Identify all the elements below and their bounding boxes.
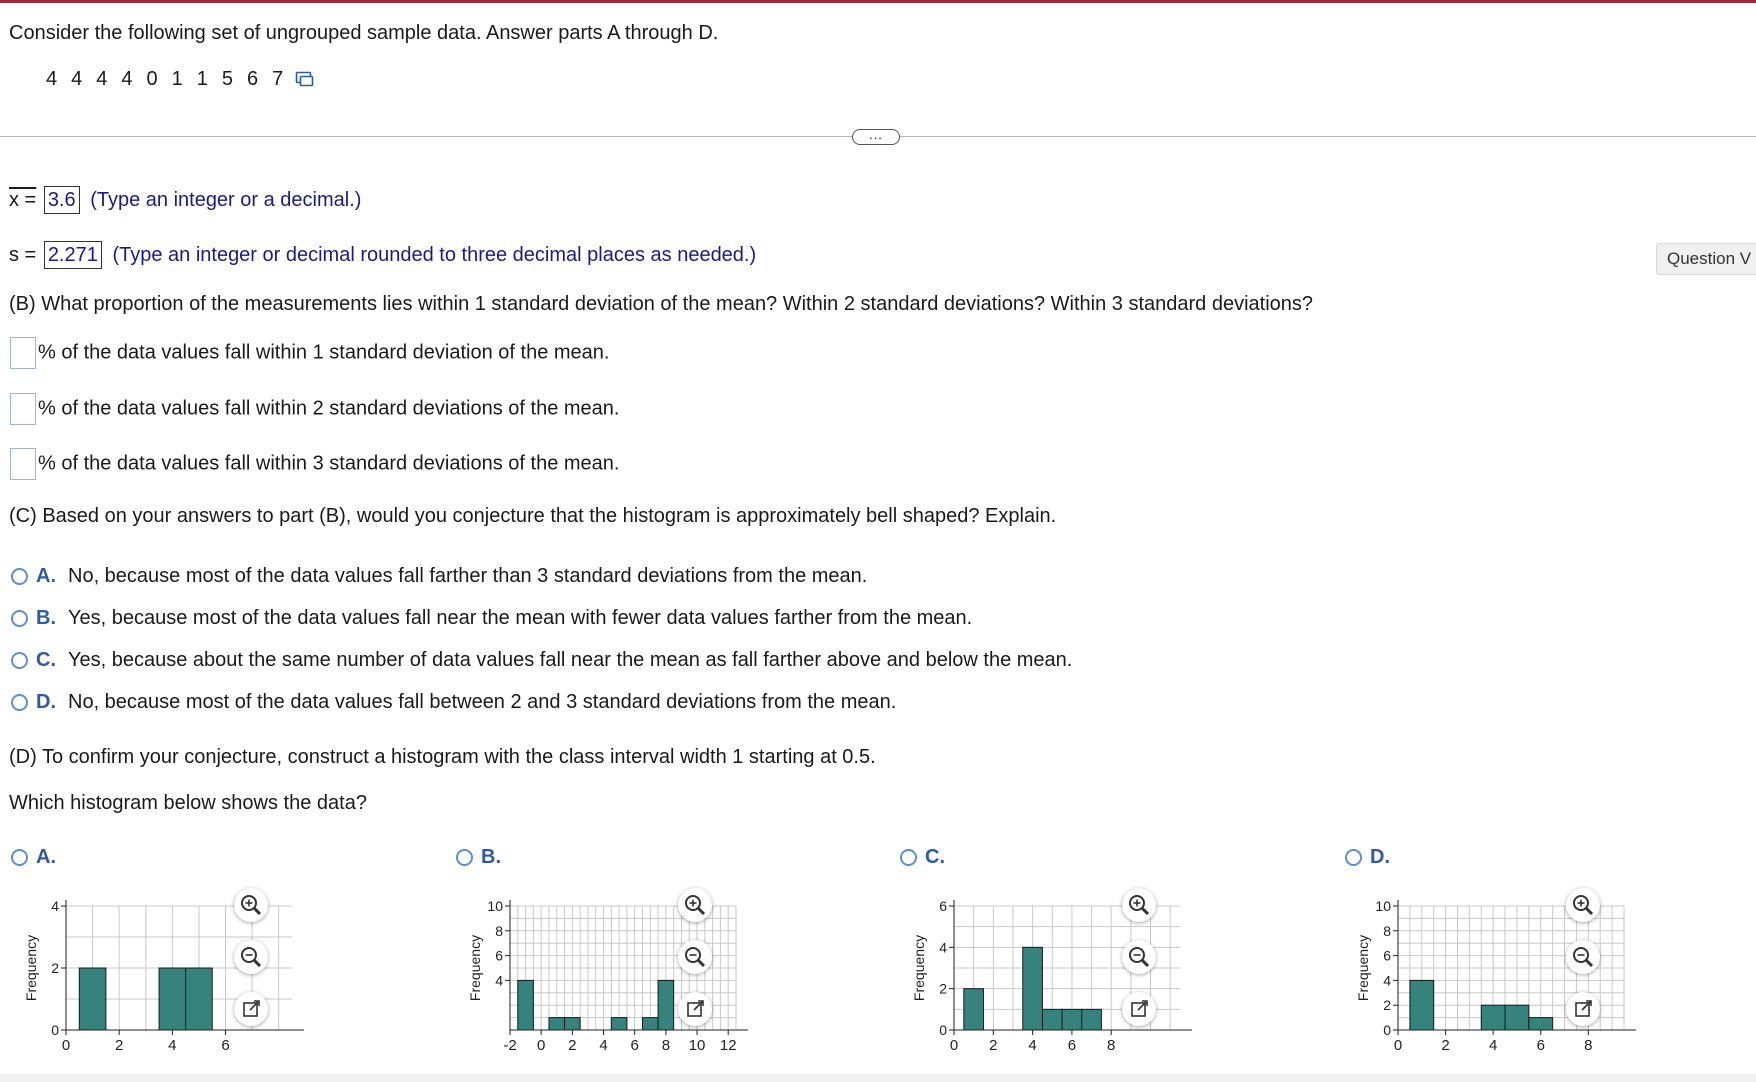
x-tick-label: 4 — [1028, 1037, 1037, 1054]
x-tick-label: 6 — [1067, 1037, 1077, 1054]
option-letter: A. — [36, 846, 56, 868]
option-letter: D. — [1370, 846, 1390, 868]
radio-button[interactable] — [11, 652, 28, 669]
x-tick-label: 10 — [688, 1037, 706, 1054]
y-tick-label: 8 — [495, 922, 503, 939]
x-tick-label: 2 — [1441, 1037, 1450, 1054]
radio-button[interactable] — [11, 849, 28, 866]
y-tick-label: 10 — [487, 898, 503, 914]
x-tick-label: 2 — [989, 1037, 998, 1054]
x-tick-label: 0 — [949, 1037, 959, 1054]
x-tick-label: 8 — [1584, 1037, 1593, 1054]
histogram-b[interactable] — [458, 888, 748, 1073]
histogram-bar — [658, 980, 674, 1030]
popout-button[interactable] — [1566, 992, 1600, 1026]
y-tick-label: 4 — [939, 939, 947, 956]
partC-option-a[interactable] — [11, 565, 867, 588]
histogram-bar — [79, 968, 106, 1030]
option-letter: A. — [36, 565, 56, 587]
partD-prompt: (D) To confirm your conjecture, construct a histogram with the class interval width 1 starting at 0.5. — [9, 746, 876, 768]
top-accent-bar — [0, 0, 1756, 3]
data-value: 6 — [247, 68, 259, 90]
partC-option-c[interactable] — [11, 649, 1072, 672]
histogram-bar — [964, 989, 984, 1030]
radio-button[interactable] — [11, 610, 28, 627]
histogram-bar — [1529, 1018, 1553, 1030]
histogram-bar — [1082, 1009, 1102, 1030]
x-tick-label: 6 — [630, 1037, 639, 1054]
option-letter: B. — [481, 846, 501, 868]
histogram-bar — [159, 968, 186, 1030]
histogram-bar — [1410, 980, 1434, 1030]
y-tick-label: 2 — [1383, 997, 1391, 1014]
popout-button[interactable] — [234, 992, 268, 1026]
data-value: 7 — [272, 68, 284, 90]
histogram-bar — [611, 1018, 627, 1030]
option-letter: C. — [36, 649, 56, 671]
expand-more-button[interactable]: ... — [852, 129, 900, 145]
histogram-bar — [1481, 1005, 1505, 1030]
partB-row-1 — [10, 337, 609, 369]
zoom-in-button[interactable] — [1122, 888, 1156, 922]
data-value: 4 — [46, 68, 58, 90]
x-tick-label: 0 — [537, 1037, 546, 1054]
x-tick-label: 6 — [221, 1037, 230, 1054]
x-tick-label: 0 — [1393, 1037, 1403, 1054]
radio-button[interactable] — [456, 849, 473, 866]
option-text: Yes, because most of the data values fall near the mean with fewer data values farther from the mean. — [68, 607, 973, 629]
sd-row — [9, 241, 756, 269]
partC-option-d[interactable] — [11, 691, 896, 714]
y-tick-label: 6 — [939, 898, 947, 914]
handle — [698, 960, 704, 966]
zoom-out-icon — [678, 940, 712, 974]
question-viewer-tab[interactable]: Question V — [1656, 243, 1756, 275]
x-tick-label: 2 — [568, 1037, 577, 1054]
option-letter: B. — [36, 607, 56, 629]
zoom-in-icon — [678, 888, 712, 922]
x-tick-label: 4 — [1488, 1037, 1498, 1054]
dataset-values — [46, 68, 329, 93]
y-axis-label: Frequency — [911, 934, 927, 1002]
y-tick-label: 2 — [51, 960, 59, 976]
sd-symbol: s = — [9, 244, 37, 266]
y-tick-label: 0 — [51, 1022, 59, 1038]
zoom-out-icon — [1122, 940, 1156, 974]
x-tick-label: 4 — [599, 1037, 608, 1054]
zoom-out-button[interactable] — [234, 940, 268, 974]
zoom-in-icon — [1122, 888, 1156, 922]
partD-option-c[interactable] — [900, 846, 957, 869]
x-tick-label: 12 — [719, 1037, 737, 1054]
histogram-bar — [642, 1018, 658, 1030]
zoom-in-button[interactable] — [234, 888, 268, 922]
radio-button[interactable] — [1345, 849, 1362, 866]
popout-icon — [1566, 992, 1600, 1026]
x-tick-label: 6 — [1536, 1037, 1545, 1054]
data-value: 1 — [196, 68, 208, 90]
handle — [1142, 960, 1148, 966]
bottom-bar — [0, 1074, 1756, 1082]
histogram-bar — [1023, 947, 1043, 1030]
partC-option-b[interactable] — [11, 607, 972, 630]
handle — [254, 960, 260, 966]
partB-line-3: % of the data values fall within 3 standard deviations of the mean. — [38, 452, 620, 475]
zoom-in-icon — [234, 888, 268, 922]
y-tick-label: 4 — [51, 898, 59, 914]
radio-button[interactable] — [11, 568, 28, 585]
within-2sd-input[interactable] — [10, 393, 36, 425]
y-tick-label: 0 — [939, 1022, 947, 1038]
histogram-bar — [549, 1018, 565, 1030]
partD-option-a[interactable] — [11, 846, 68, 869]
handle — [1586, 908, 1592, 914]
histogram-d[interactable] — [1346, 888, 1636, 1073]
handle — [254, 908, 260, 914]
sd-answer-box[interactable]: 2.271 — [44, 241, 102, 269]
histogram-bar — [186, 968, 213, 1030]
zoom-in-icon — [1566, 888, 1600, 922]
partB-prompt: (B) What proportion of the measurements lies within 1 standard deviation of the mean? Within 2 standard deviations? Within 3 standard deviations? — [9, 293, 1314, 315]
popout-icon — [234, 992, 268, 1026]
histogram-bar — [518, 980, 534, 1030]
data-value: 1 — [171, 68, 183, 90]
partB-row-2 — [10, 393, 619, 425]
x-tick-label: 8 — [1107, 1037, 1116, 1054]
histogram-bar — [565, 1018, 581, 1030]
popout-icon — [1122, 992, 1156, 1026]
option-letter: C. — [925, 846, 945, 868]
x-tick-label: 8 — [661, 1037, 671, 1054]
partD-option-b[interactable] — [456, 846, 513, 869]
y-axis-label: Frequency — [467, 934, 483, 1002]
partC-prompt: (C) Based on your answers to part (B), would you conjecture that the histogram is approximately bell shaped? Explain. — [9, 505, 1057, 527]
y-axis-label: Frequency — [1355, 934, 1371, 1002]
option-text: No, because most of the data values fall farther than 3 standard deviations from the mean. — [68, 565, 868, 587]
data-value: 4 — [96, 68, 108, 90]
y-tick-label: 6 — [495, 947, 503, 964]
handle — [698, 908, 704, 914]
zoom-out-icon — [1566, 940, 1600, 974]
within-3sd-input[interactable] — [10, 448, 36, 480]
zoom-in-button[interactable] — [1566, 888, 1600, 922]
y-tick-label: 8 — [1383, 922, 1391, 939]
handle — [1142, 908, 1148, 914]
mean-answer-box[interactable]: 3.6 — [44, 186, 80, 214]
y-tick-label: 10 — [1375, 898, 1391, 914]
zoom-out-icon — [234, 940, 268, 974]
within-1sd-input[interactable] — [10, 337, 36, 369]
histogram-c[interactable] — [902, 888, 1192, 1073]
y-tick-label: 2 — [939, 980, 947, 997]
popout-button[interactable] — [678, 992, 712, 1026]
option-letter: D. — [36, 691, 56, 713]
histogram-bar — [1505, 1005, 1529, 1030]
popout-button[interactable] — [1122, 992, 1156, 1026]
mean-hint: (Type an integer or a decimal.) — [90, 189, 362, 211]
mean-symbol: x = — [9, 189, 37, 211]
data-value: 0 — [146, 68, 158, 90]
x-tick-label: 0 — [61, 1037, 71, 1054]
option-text: No, because most of the data values fall between 2 and 3 standard deviations from the mean. — [68, 691, 897, 713]
histogram-bar — [1062, 1009, 1082, 1030]
copy-icon[interactable] — [295, 70, 315, 93]
x-tick-label: -2 — [503, 1037, 517, 1054]
partB-row-3 — [10, 448, 619, 480]
y-tick-label: 4 — [495, 972, 503, 989]
zoom-in-button[interactable] — [678, 888, 712, 922]
partB-line-2: % of the data values fall within 2 standard deviations of the mean. — [38, 397, 620, 420]
histogram-bar — [1042, 1009, 1062, 1030]
sd-hint: (Type an integer or decimal rounded to three decimal places as needed.) — [112, 244, 757, 266]
data-value: 5 — [221, 68, 233, 90]
radio-button[interactable] — [11, 694, 28, 711]
x-tick-label: 4 — [168, 1037, 177, 1054]
data-value: 4 — [71, 68, 83, 90]
zoom-out-button[interactable] — [678, 940, 712, 974]
popout-icon — [678, 992, 712, 1026]
y-axis-label: Frequency — [23, 934, 39, 1002]
zoom-out-button[interactable] — [1566, 940, 1600, 974]
data-value: 4 — [121, 68, 133, 90]
partD-question: Which histogram below shows the data? — [9, 792, 367, 814]
option-text: Yes, because about the same number of data values fall near the mean as fall farther above and below the mean. — [68, 649, 1073, 671]
y-tick-label: 6 — [1383, 947, 1391, 964]
question-intro: Consider the following set of ungrouped sample data. Answer parts A through D. — [9, 22, 719, 44]
zoom-out-button[interactable] — [1122, 940, 1156, 974]
x-tick-label: 2 — [115, 1037, 124, 1054]
partD-option-d[interactable] — [1345, 846, 1402, 869]
histogram-a[interactable] — [14, 888, 304, 1073]
handle — [1586, 960, 1592, 966]
y-tick-label: 0 — [1383, 1022, 1391, 1038]
partB-line-1: % of the data values fall within 1 standard deviation of the mean. — [38, 341, 610, 364]
y-tick-label: 4 — [1383, 972, 1391, 989]
mean-row — [9, 186, 361, 214]
radio-button[interactable] — [900, 849, 917, 866]
